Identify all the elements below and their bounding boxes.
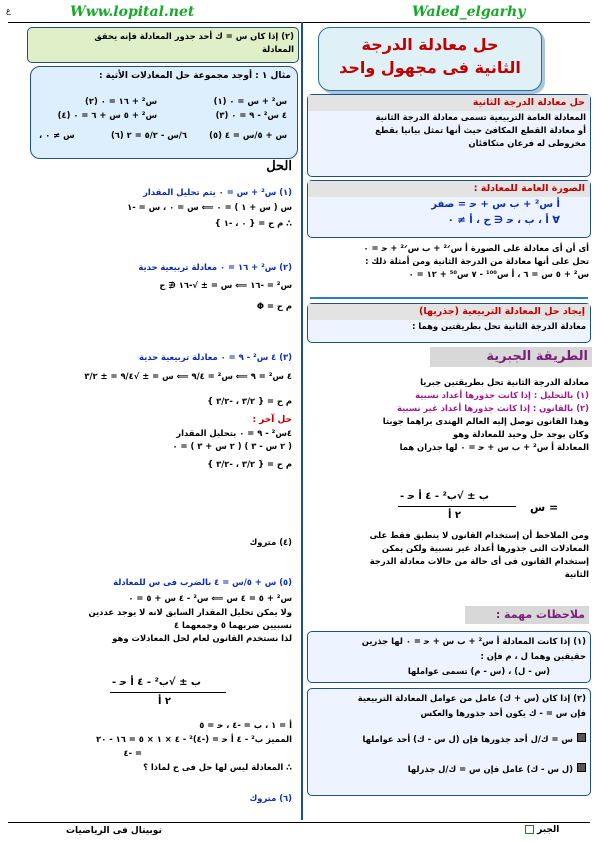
note-1-box <box>307 631 591 683</box>
exercise-tail: ، س ≠ ٠ <box>39 130 75 140</box>
roots-heading: إيجاد حل المعادلة التربيعية (جذريها) <box>308 304 590 320</box>
definition-line: مخروطى له فرعان متكافئان <box>468 138 586 148</box>
solution-5-line: س² + ٥ = ٤ س ⟸ س² - ٤ س + ٥ = ٠ <box>128 593 292 603</box>
algebraic-line: وهذا القانون توصل إليه العالم الهندى براهما جوبتا <box>382 416 589 426</box>
exercise-item: (٦) ٦/س - ٥/٢ = ٢ <box>110 130 187 140</box>
header-right-author: Waled_elgarhy <box>412 4 526 20</box>
formula-numerator: - ب ± √ب² - ٤ أ ﺣ <box>400 491 489 502</box>
solution-5-line: (٥) س + ٥/س = ٤ بالضرب فى س للمعادلة <box>113 577 292 587</box>
solution-5-line: لذا نستخدم القانون لعام لحل المعادلات وهو <box>112 633 292 643</box>
solution-5-formula <box>100 676 230 712</box>
observation-line: الثانية <box>564 569 589 579</box>
solution-1-line: س ( س + ١ ) = ٠ ⟸ س = ٠ ، س = -١ <box>127 202 292 212</box>
roots-line: معادلة الدرجة الثانية تحل بطريقتين وهما : <box>412 321 586 331</box>
observation-line: إستخدام القانون فى أى حالة من حالات معادلة الدرجة <box>369 556 589 566</box>
solution-3-alt-line: ٤س² - ٩ = ٠ بتحليل المقدار <box>176 428 292 438</box>
algebraic-line: المعادلة أ س² + ب س + ﺣ = ٠ لها جذران هما <box>399 442 589 452</box>
solution-2-line: س² = -١٦ ⟸ س = ± √-١٦ ∉ ح <box>159 280 292 290</box>
solution-4: (٤) متروك <box>249 537 292 547</box>
quadratic-formula <box>380 490 580 526</box>
solution-5-line: نسبيين ضربهما ٥ وجمعهما ٤ <box>174 620 292 630</box>
top-note-box <box>27 27 299 63</box>
solution-3-alt-line: ( ٢ س - ٣ ) ( ٢ س + ٣ ) = ٠ <box>172 441 292 451</box>
solution-1-line: (١) س² + س = ٠ يتم تحليل المقدار <box>143 187 292 197</box>
algebraic-line: (١) بالتحليل : إذا كانت جذورها أعداد نسبية <box>415 390 589 400</box>
general-form-condition: ∀ أ ، ب ، ﺣ ∈ ح ، أ ≠ ٠ <box>447 215 560 226</box>
solution-5-tail-line: = -٤ <box>123 748 142 758</box>
example-box <box>30 66 298 159</box>
title-line-2: الثانية فى مجهول واحد <box>339 58 521 77</box>
form-note-line: س² + ٥ س = ٦ ، أ س¹⁰⁰ - ٧ س⁵⁰ + ١٢ = ٠ <box>408 269 589 279</box>
solution-3 <box>30 351 292 475</box>
solution-6: (٦) متروك <box>249 793 292 803</box>
solution-3-line: ٤ س² = ٩ ⟸ س² = ٩/٤ ⟸ س = ± √٩/٤ = ± ٣/٢ <box>84 371 292 381</box>
exercise-item: (٣) ٤ س² - ٩ = ٠ <box>215 110 287 120</box>
solution-5-formula-denominator: ٢ أ <box>158 696 172 707</box>
form-note-line: أى أن أى معادلة على الصورة أ س²ᐟ + ب س²ᐟ + ﺣ = ٠ <box>363 243 589 253</box>
general-form-equation: أ س² + ب س + ﺣ = صفر <box>431 199 560 210</box>
observation-line: المعادلات التى جذورها أعداد غير نسبية ولكن يمكن <box>381 543 589 553</box>
definition-box <box>307 94 591 177</box>
observation-line: ومن الملاحظ أن إستخدام القانون لا ينطبق فقط على <box>369 530 589 540</box>
solution-5-formula-numerator: - ب ± √ب² - ٤ أ ﺣ <box>112 677 201 688</box>
solution-3-line: (٣) ٤ س² - ٩ = ٠ معادلة تربيعية حدية <box>139 352 292 362</box>
general-form-heading: الصورة العامة للمعادلة : <box>308 181 590 197</box>
top-note-line: (٢) إذا كان س = ك أحد جذور المعادلة فإنه يحقق <box>94 31 294 41</box>
note-2-bullet-2 <box>308 759 590 779</box>
solution-2-line: م ح = Φ <box>256 301 292 311</box>
solution-2 <box>30 261 292 316</box>
solution-5-tail-line: ∴ المعادلة ليس لها حل فى ح لماذا ؟ <box>143 762 292 772</box>
alternate-solution-label: حل آخر : <box>252 415 292 425</box>
definition-line: أو معادلة القطع المكافئ حيث أنها تمثل بيانيا بقطع <box>375 125 586 135</box>
formula-denominator: ٢ أ <box>448 510 462 521</box>
algebraic-line: (٢) بالقانون : إذا كانت جذورها أعداد غير نسبية <box>396 403 589 413</box>
algebraic-line: وكان يوجد حل وحيد للمعادلة وهو <box>452 429 589 439</box>
top-note-line: المعادلة <box>261 44 294 54</box>
formula-lhs: س = <box>530 501 559 514</box>
note-1-line: (س - ﻝ) ، (س - م) تسمى عواملها <box>407 666 550 676</box>
note-2-box <box>307 688 591 796</box>
solution-label: الحل <box>266 159 292 174</box>
example-title: مثال ١ : أوجد مجموعة حل المعادلات الأتية : <box>98 71 291 81</box>
column-divider <box>301 22 303 820</box>
exercise-item: (٢) س² + ١٦ = ٠ <box>84 96 157 106</box>
solution-5-tail <box>30 719 292 775</box>
definition-heading: حل معادلة الدرجة الثانية <box>308 95 590 111</box>
note-2-bullet-1 <box>308 729 590 749</box>
definition-line: المعادلة العامة التربيعية تسمى معادلة الدرجة الثانية <box>375 112 586 122</box>
footer-right <box>525 825 559 835</box>
square-bullet-icon <box>577 763 586 772</box>
form-note-block <box>307 242 589 281</box>
solution-5-line: ولا يمكن تحليل المقدار السابق لانه لا يوجد عددين <box>88 607 292 617</box>
algebraic-block <box>307 376 589 454</box>
footer-square-icon <box>525 825 534 834</box>
footer-rule <box>8 822 590 823</box>
exercise-item: (٤) س² + ٥ س + ٦ = ٠ <box>57 110 157 120</box>
header-corner-mark: ع <box>6 6 11 15</box>
solution-2-line: (٢) س² + ١٦ = ٠ معادلة تربيعية حدية <box>138 262 292 272</box>
note-1-line: (١) إذا كانت المعادلة أ س² + ب س + ﺣ = ٠ لها جذرين <box>361 636 586 646</box>
footer-left-text: نوبيتال فى الرياضيات <box>66 826 162 836</box>
footer-right-text: الجبر <box>537 825 560 835</box>
title-box <box>318 27 542 91</box>
note-1-line: حقيقين وهما ﻝ ، م فإن : <box>480 651 586 661</box>
solution-5-tail-line: المميز ب² - ٤ أ ﺣ = (-٤)² - ٤ × ١ × ٥ = ١٦ - ٢٠ <box>96 734 292 744</box>
algebraic-heading: الطريقة الجبرية <box>430 347 592 367</box>
solution-5-fraction-bar <box>110 692 226 693</box>
title-line-1: حل معادلة الدرجة <box>361 35 499 54</box>
algebraic-line: معادلة الدرجة الثانية تحل بطريقتين جبريا <box>420 377 589 387</box>
solution-3-line: م ح = { ٣/٢ ، -٣/٢ } <box>207 396 292 406</box>
solution-1-line: ∴ م ح = { ٠ ، -١ } <box>214 218 292 228</box>
notes-heading: ملاحظات مهمة : <box>465 606 589 624</box>
solution-5 <box>30 574 292 645</box>
form-note-line: تحل على أنها معادلة من الدرجة الثانية ومن أمثلة ذلك : <box>365 256 589 266</box>
note-2-bullet-2-text: (ﻝ س - ك) عامل فإن س = ك/ﻝ جذرلها <box>407 764 573 774</box>
note-2-bullet-1-text: س = ك/ﻝ أحد جذورها فإن (ﻝ س - ك) أحد عواملها <box>362 734 573 744</box>
header-rule <box>8 22 590 23</box>
square-bullet-icon <box>577 733 586 742</box>
exercise-item: (١) س² + س = ٠ <box>213 96 287 106</box>
solution-3-alt-line: م ح = { ٣/٢ ، -٣/٢ } <box>207 459 292 469</box>
solution-1 <box>30 186 292 231</box>
general-form-box <box>307 180 591 238</box>
roots-box <box>307 303 591 343</box>
solution-5-tail-line: أ = ١ ، ب = -٤ ، ﺣ = ٥ <box>199 720 292 730</box>
section-separator <box>310 297 588 299</box>
note-2-line: (٢) إذا كان (س + ك) عامل من عوامل المعادلة التربيعية <box>357 693 586 703</box>
header-left-site: Www.lopital.net <box>70 4 195 20</box>
observation-block <box>307 529 589 581</box>
formula-fraction-bar <box>398 506 516 507</box>
exercise-item: (٥) س + ٥/س = ٤ <box>209 130 287 140</box>
note-2-line: فإن س = - ك يكون أحد جذورها والعكس <box>420 708 586 718</box>
